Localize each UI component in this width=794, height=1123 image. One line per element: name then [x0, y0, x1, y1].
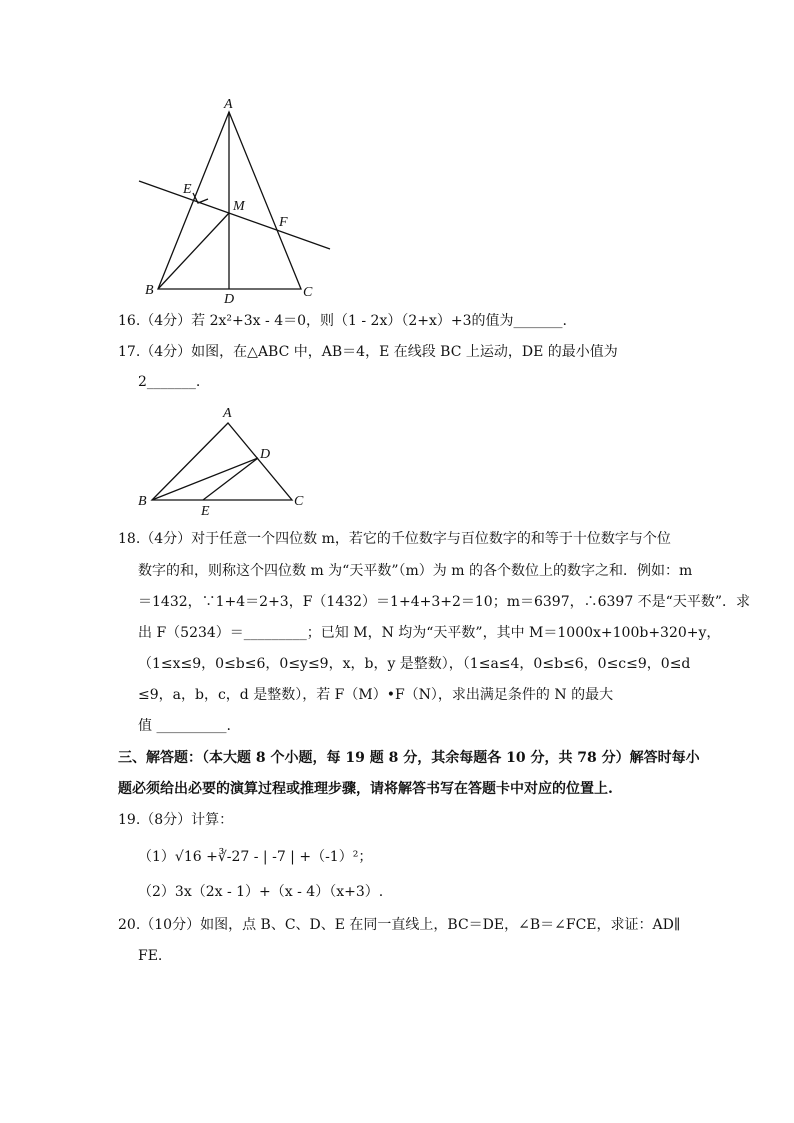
question-20-line-1: 20.（10分）如图，点 B、C、D、E 在同一直线上，BC＝DE，∠B＝∠FCE，求证：AD∥: [118, 917, 681, 933]
segment-ed: [203, 458, 258, 500]
question-19-part-1: （1）√16 +∛-27 - | -7 | +（-1）²；: [138, 849, 373, 865]
question-18-line-3: ＝1432，∵1+4＝2+3，F（1432）＝1+4+3+2＝10；m＝6397，∴6397 不是“天平数”．求: [138, 594, 750, 610]
question-18-line-6: ≤9，a，b，c，d 是整数），若 F（M）•F（N），求出满足条件的 N 的最大: [138, 687, 614, 703]
label-b: B: [145, 283, 154, 298]
label-d: D: [224, 292, 235, 307]
segment-bd: [152, 458, 258, 500]
label-e-2: E: [201, 504, 210, 519]
triangle-abc-2: [152, 423, 292, 500]
label-m: M: [233, 199, 245, 214]
question-19-title: 19.（8分）计算：: [118, 812, 234, 828]
label-d-2: D: [260, 447, 271, 462]
label-b-2: B: [138, 494, 147, 509]
line-ef: [139, 181, 330, 249]
question-18-line-1: 18.（4分）对于任意一个四位数 m，若它的千位数字与百位数字的和等于十位数字与个位: [118, 531, 671, 547]
question-18-line-2: 数字的和，则称这个四位数 m 为“天平数”（m）为 m 的各个数位上的数字之和．例如：m: [138, 563, 693, 579]
segment-bm: [158, 213, 229, 289]
label-a-2: A: [223, 406, 232, 421]
question-20-line-2: FE.: [138, 948, 163, 964]
question-17-line-1: 17.（4分）如图，在△ABC 中，AB＝4，E 在线段 BC 上运动，DE 的最小值为: [118, 344, 618, 360]
question-18-line-4: 出 F（5234）＝_________；已知 M，N 均为“天平数”，其中 M＝1000x+100b+320+y，: [138, 625, 721, 641]
section-3-heading-line-2: 题必须给出必要的演算过程或推理步骤，请将解答书写在答题卡中对应的位置上.: [118, 781, 613, 797]
figure-2-triangle: [152, 423, 292, 500]
label-a: A: [224, 97, 233, 112]
question-18-line-5: （1≤x≤9，0≤b≤6，0≤y≤9，x，b，y 是整数），（1≤a≤4，0≤b≤6，0≤c≤9，0≤d: [138, 656, 691, 672]
section-3-heading-line-1: 三、解答题：（本大题 8 个小题，每 19 题 8 分，其余每题各 10 分，共 78 分）解答时每小: [118, 750, 700, 766]
question-16: 16.（4分）若 2x²+3x - 4＝0，则（1 - 2x）（2+x）+3的值为_______.: [118, 313, 567, 329]
question-18-line-7: 值 __________.: [138, 718, 231, 734]
question-19-part-2: （2）3x（2x - 1）+（x - 4）（x+3）.: [138, 884, 384, 900]
question-17-line-2: 2_______.: [138, 374, 201, 390]
label-c-2: C: [294, 494, 304, 509]
label-e: E: [183, 182, 192, 197]
label-c: C: [303, 285, 313, 300]
label-f: F: [279, 215, 288, 230]
